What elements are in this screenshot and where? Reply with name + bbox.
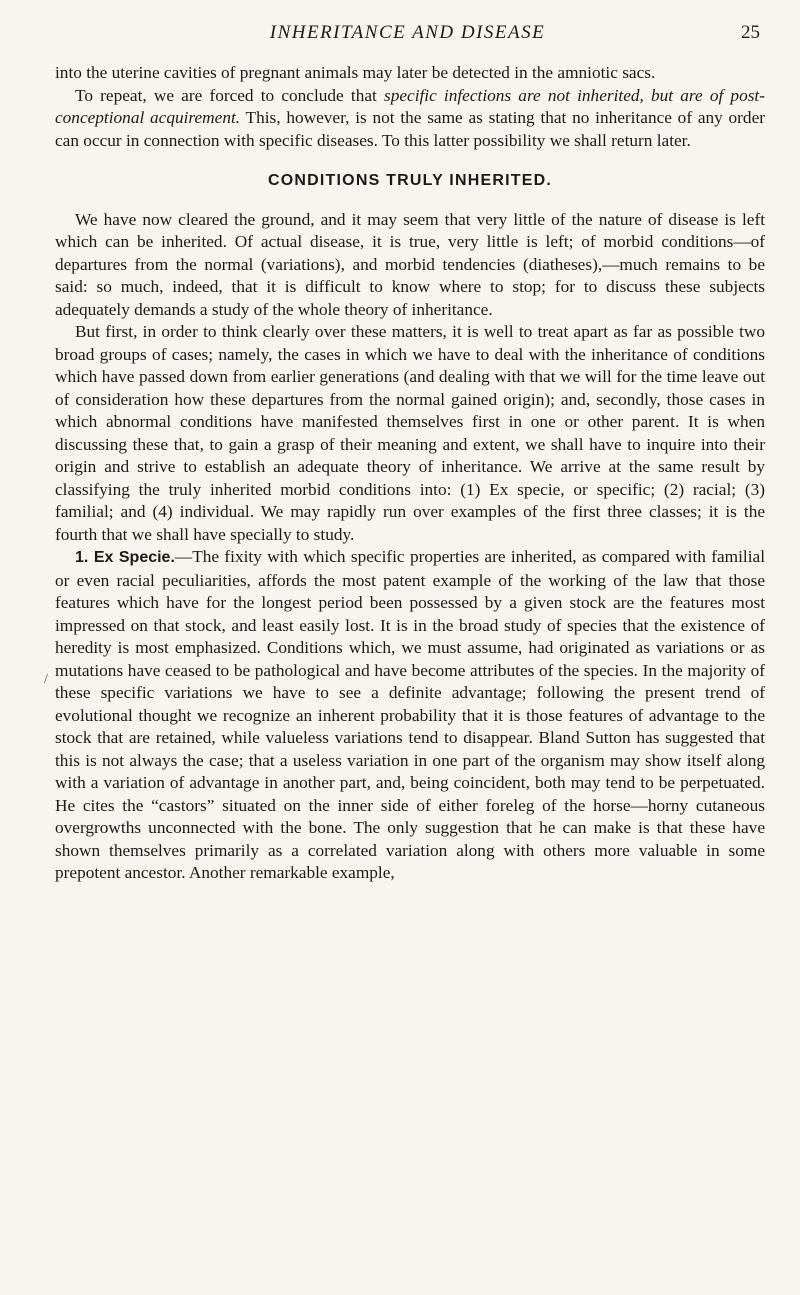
- paragraph-conclusion: [55, 85, 765, 153]
- body-text: [55, 62, 765, 885]
- page-number: 25: [741, 22, 760, 43]
- section-heading: CONDITIONS TRULY INHERITED.: [268, 172, 552, 189]
- running-head: [55, 22, 760, 52]
- ex-specie-text: —The fixity with which specific properties are inherited, as compared with familial or even racial peculiarities, affords the most patent example of the working of the law that those features which have for the longest period been possessed by a given stock are the features most impressed on that stock, and least easily lost. It is in the broad study of species that the existence of heredity is most emphasized. Conditions which, we must assume, had originated as variations or as mutations have ceased to be pathological and have become attributes of the species. In the majority of these specific variations we have to see a definite advantage; following the present trend of evolutional thought we recognize an inherent probability that it is those features of advantage to the stock that are retained, while valueless variations tend to disappear. Bland Sutton has suggested that this is not always the case; that a useless variation in one part of the organism may show itself along with a variation of advantage in another part, and, being coincident, both may tend to be perpetuated. He cites the “castors” situated on the inner side of either foreleg of the horse—horny cutaneous overgrowths unconnected with the bone. The only suggestion that he can make is that these have shown themselves primarily as a correlated variation along with others more valuable in some prepotent ancestor. Another remarkable example,: [55, 547, 765, 882]
- paragraph-conclusion-end: This, however, is not the same as stating that no inheritance of any order can occur in connection with specific diseases. To this latter possibility we shall return later.: [55, 108, 765, 150]
- paragraph-ex-specie: [55, 546, 765, 885]
- paragraph-conclusion-start: To repeat, we are forced to conclude that: [75, 85, 384, 105]
- ex-specie-heading: 1. Ex Specie.: [75, 549, 175, 566]
- paragraph-cleared-ground: We have now cleared the ground, and it may seem that very little of the nature of disease is left which can be inherited. Of actual disease, it is true, very little is left; of morbid conditions—of departures from the normal (variations), and morbid tendencies (diatheses),—much remains to be said: so much, indeed, that it is difficult to know where to stop; for to discuss these subjects adequately demands a study of the whole theory of inheritance.: [55, 209, 765, 319]
- running-title: INHERITANCE AND DISEASE: [269, 22, 546, 43]
- paragraph-broad-groups: But first, in order to think clearly over these matters, it is well to treat apart as far as possible two broad groups of cases; namely, the cases in which we have to deal with the inheritance of conditions which have passed down from earlier generations (and dealing with that we will for the time leave out of consideration how these departures from the normal gained origin); and, secondly, those cases in which abnormal conditions have manifested themselves first in one or other parent. It is when discussing these that, to gain a grasp of their meaning and extent, we shall have to inquire into their origin and strive to establish an adequate theory of inheritance. We arrive at the same result by classifying the truly inherited morbid conditions into: (1) Ex specie, or specific; (2) racial; (3) familial; and (4) individual. We may rapidly run over examples of the first three classes; it is the fourth that we shall have specially to study.: [55, 322, 765, 544]
- margin-tick-icon: /: [44, 672, 48, 687]
- paragraph-continuation: into the uterine cavities of pregnant animals may later be detected in the amniotic sacs.: [55, 63, 656, 82]
- paragraph-conclusion-emphasis: specific infections are not inherited, but are of post-conceptional acquirement.: [55, 85, 765, 127]
